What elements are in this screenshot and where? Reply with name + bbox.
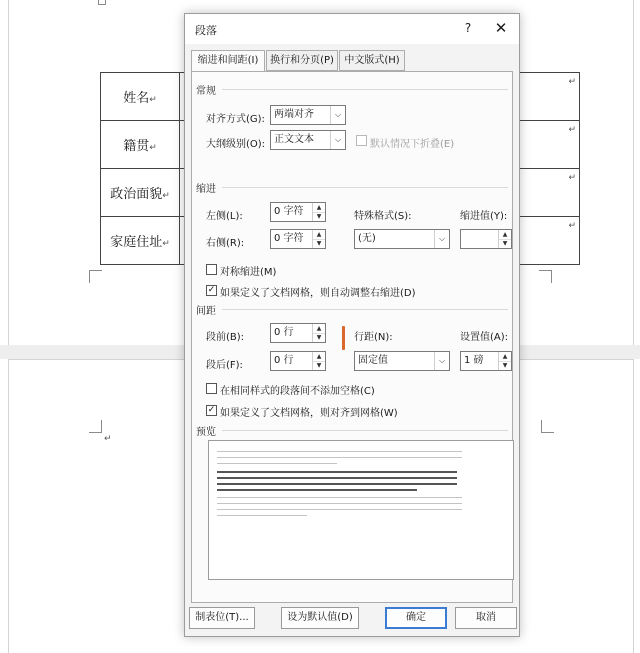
set-as-default-button[interactable]: 设为默认值(D) <box>281 607 359 629</box>
preview-sample-text <box>217 471 457 473</box>
right-indent-spinner[interactable] <box>270 229 326 249</box>
section-heading-general: 常规 <box>196 86 216 97</box>
indent-by-label: 缩进值(Y): <box>460 211 508 222</box>
crop-mark <box>89 270 102 283</box>
alignment-value: 两端对齐 <box>274 109 314 120</box>
crop-mark <box>541 420 554 433</box>
space-after-value: 0 行 <box>274 355 294 366</box>
spacing-at-label: 设置值(A): <box>460 332 509 343</box>
preview-previous-paragraph <box>217 463 337 464</box>
outline-level-label: 大纲级别(O): <box>206 139 266 150</box>
preview-box <box>208 440 514 580</box>
dialog-titlebar[interactable] <box>185 14 519 44</box>
spin-down-icon[interactable]: ▼ <box>316 334 322 341</box>
mirror-indents-label: 对称缩进(M) <box>220 267 277 278</box>
crop-mark <box>89 420 102 433</box>
section-heading-indentation: 缩进 <box>196 184 216 195</box>
paragraph-mark: ↵ <box>104 434 112 444</box>
indent-by-spinner[interactable] <box>460 229 512 249</box>
special-format-value: (无) <box>358 233 376 244</box>
preview-next-paragraph <box>217 497 462 498</box>
line-spacing-value: 固定值 <box>358 355 388 366</box>
snap-to-grid-label: 如果定义了文档网格，则对齐到网格(W) <box>220 408 398 419</box>
spin-down-icon[interactable]: ▼ <box>502 362 508 369</box>
collapse-label: 默认情况下折叠(E) <box>370 139 455 150</box>
preview-sample-text <box>217 483 457 485</box>
crop-mark <box>98 0 106 5</box>
paragraph-mark: ↵ <box>149 143 157 153</box>
cell-mark: ↵ <box>568 221 576 231</box>
preview-next-paragraph <box>217 503 462 504</box>
mirror-indents-checkbox[interactable] <box>206 264 217 275</box>
special-format-select[interactable] <box>354 229 450 249</box>
space-after-label: 段后(F): <box>206 360 243 371</box>
section-divider <box>222 309 508 310</box>
no-space-same-style-checkbox[interactable] <box>206 383 217 394</box>
right-indent-label: 右侧(R): <box>206 238 245 249</box>
snap-to-grid-checkbox[interactable]: ✓ <box>207 405 216 415</box>
no-space-same-style-label: 在相同样式的段落间不添加空格(C) <box>220 386 375 397</box>
tab-indents-and-spacing[interactable]: 缩进和间距(I) <box>191 50 265 73</box>
tab-panel <box>191 71 513 603</box>
preview-sample-text <box>217 489 417 491</box>
alignment-select[interactable] <box>270 105 346 125</box>
spin-down-icon[interactable]: ▼ <box>502 240 508 247</box>
chevron-down-icon: ⌵ <box>434 230 449 248</box>
section-divider <box>222 187 508 188</box>
section-heading-preview: 预览 <box>196 427 216 438</box>
chevron-down-icon: ⌵ <box>434 352 449 370</box>
spin-up-icon[interactable]: ▲ <box>313 352 325 362</box>
section-divider <box>222 89 508 90</box>
spin-down-icon[interactable]: ▼ <box>316 213 322 220</box>
left-indent-label: 左侧(L): <box>206 211 243 222</box>
accent-mark <box>342 326 345 350</box>
chevron-down-icon: ⌵ <box>330 131 345 149</box>
paragraph-mark: ↵ <box>149 95 157 105</box>
left-indent-spinner[interactable] <box>270 202 326 222</box>
preview-previous-paragraph <box>217 457 462 458</box>
section-divider <box>222 430 508 431</box>
alignment-label: 对齐方式(G): <box>206 114 265 125</box>
outline-level-value: 正文文本 <box>274 134 314 145</box>
spin-up-icon[interactable]: ▲ <box>499 230 511 240</box>
ok-button[interactable]: 确定 <box>385 607 447 629</box>
spin-down-icon[interactable]: ▼ <box>316 362 322 369</box>
table-cell-label: 姓名 <box>123 91 150 106</box>
paragraph-mark: ↵ <box>162 191 170 201</box>
cancel-button[interactable]: 取消 <box>455 607 517 629</box>
cell-mark: ↵ <box>568 173 576 183</box>
space-before-spinner[interactable] <box>270 323 326 343</box>
spin-up-icon[interactable]: ▲ <box>499 352 511 362</box>
paragraph-mark: ↵ <box>162 239 170 249</box>
table-cell-label: 籍贯 <box>123 139 150 154</box>
special-format-label: 特殊格式(S): <box>354 211 412 222</box>
outline-level-select[interactable] <box>270 130 346 150</box>
left-indent-value: 0 字符 <box>274 206 304 217</box>
spacing-at-value: 1 磅 <box>464 355 484 366</box>
spin-up-icon[interactable]: ▲ <box>313 230 325 240</box>
preview-next-paragraph <box>217 515 307 516</box>
line-spacing-select[interactable] <box>354 351 450 371</box>
cell-mark: ↵ <box>568 77 576 87</box>
auto-adjust-indent-checkbox[interactable]: ✓ <box>207 285 216 295</box>
tab-asian-typography[interactable]: 中文版式(H) <box>339 50 405 71</box>
auto-adjust-indent-label: 如果定义了文档网格，则自动调整右缩进(D) <box>220 288 416 299</box>
paragraph-dialog <box>184 13 520 637</box>
spin-up-icon[interactable]: ▲ <box>313 324 325 334</box>
dialog-title: 段落 <box>195 24 217 37</box>
right-indent-value: 0 字符 <box>274 233 304 244</box>
table-cell-label: 家庭住址 <box>110 235 163 250</box>
space-before-value: 0 行 <box>274 327 294 338</box>
preview-next-paragraph <box>217 509 462 510</box>
line-spacing-label: 行距(N): <box>354 332 393 343</box>
help-button[interactable]: ? <box>464 21 472 35</box>
collapse-checkbox[interactable] <box>356 135 367 146</box>
cell-mark: ↵ <box>568 125 576 135</box>
tabs-button[interactable]: 制表位(T)... <box>189 607 255 629</box>
spin-down-icon[interactable]: ▼ <box>316 240 322 247</box>
table-cell-label: 政治面貌 <box>110 187 163 202</box>
crop-mark <box>539 270 552 283</box>
section-heading-spacing: 间距 <box>196 306 216 317</box>
preview-previous-paragraph <box>217 451 462 452</box>
space-before-label: 段前(B): <box>206 332 245 343</box>
chevron-down-icon: ⌵ <box>330 106 345 124</box>
spacing-at-spinner[interactable] <box>460 351 512 371</box>
space-after-spinner[interactable] <box>270 351 326 371</box>
spin-up-icon[interactable]: ▲ <box>313 203 325 213</box>
tab-line-and-page-breaks[interactable]: 换行和分页(P) <box>266 50 338 71</box>
preview-sample-text <box>217 477 457 479</box>
close-button[interactable]: ✕ <box>494 19 508 37</box>
